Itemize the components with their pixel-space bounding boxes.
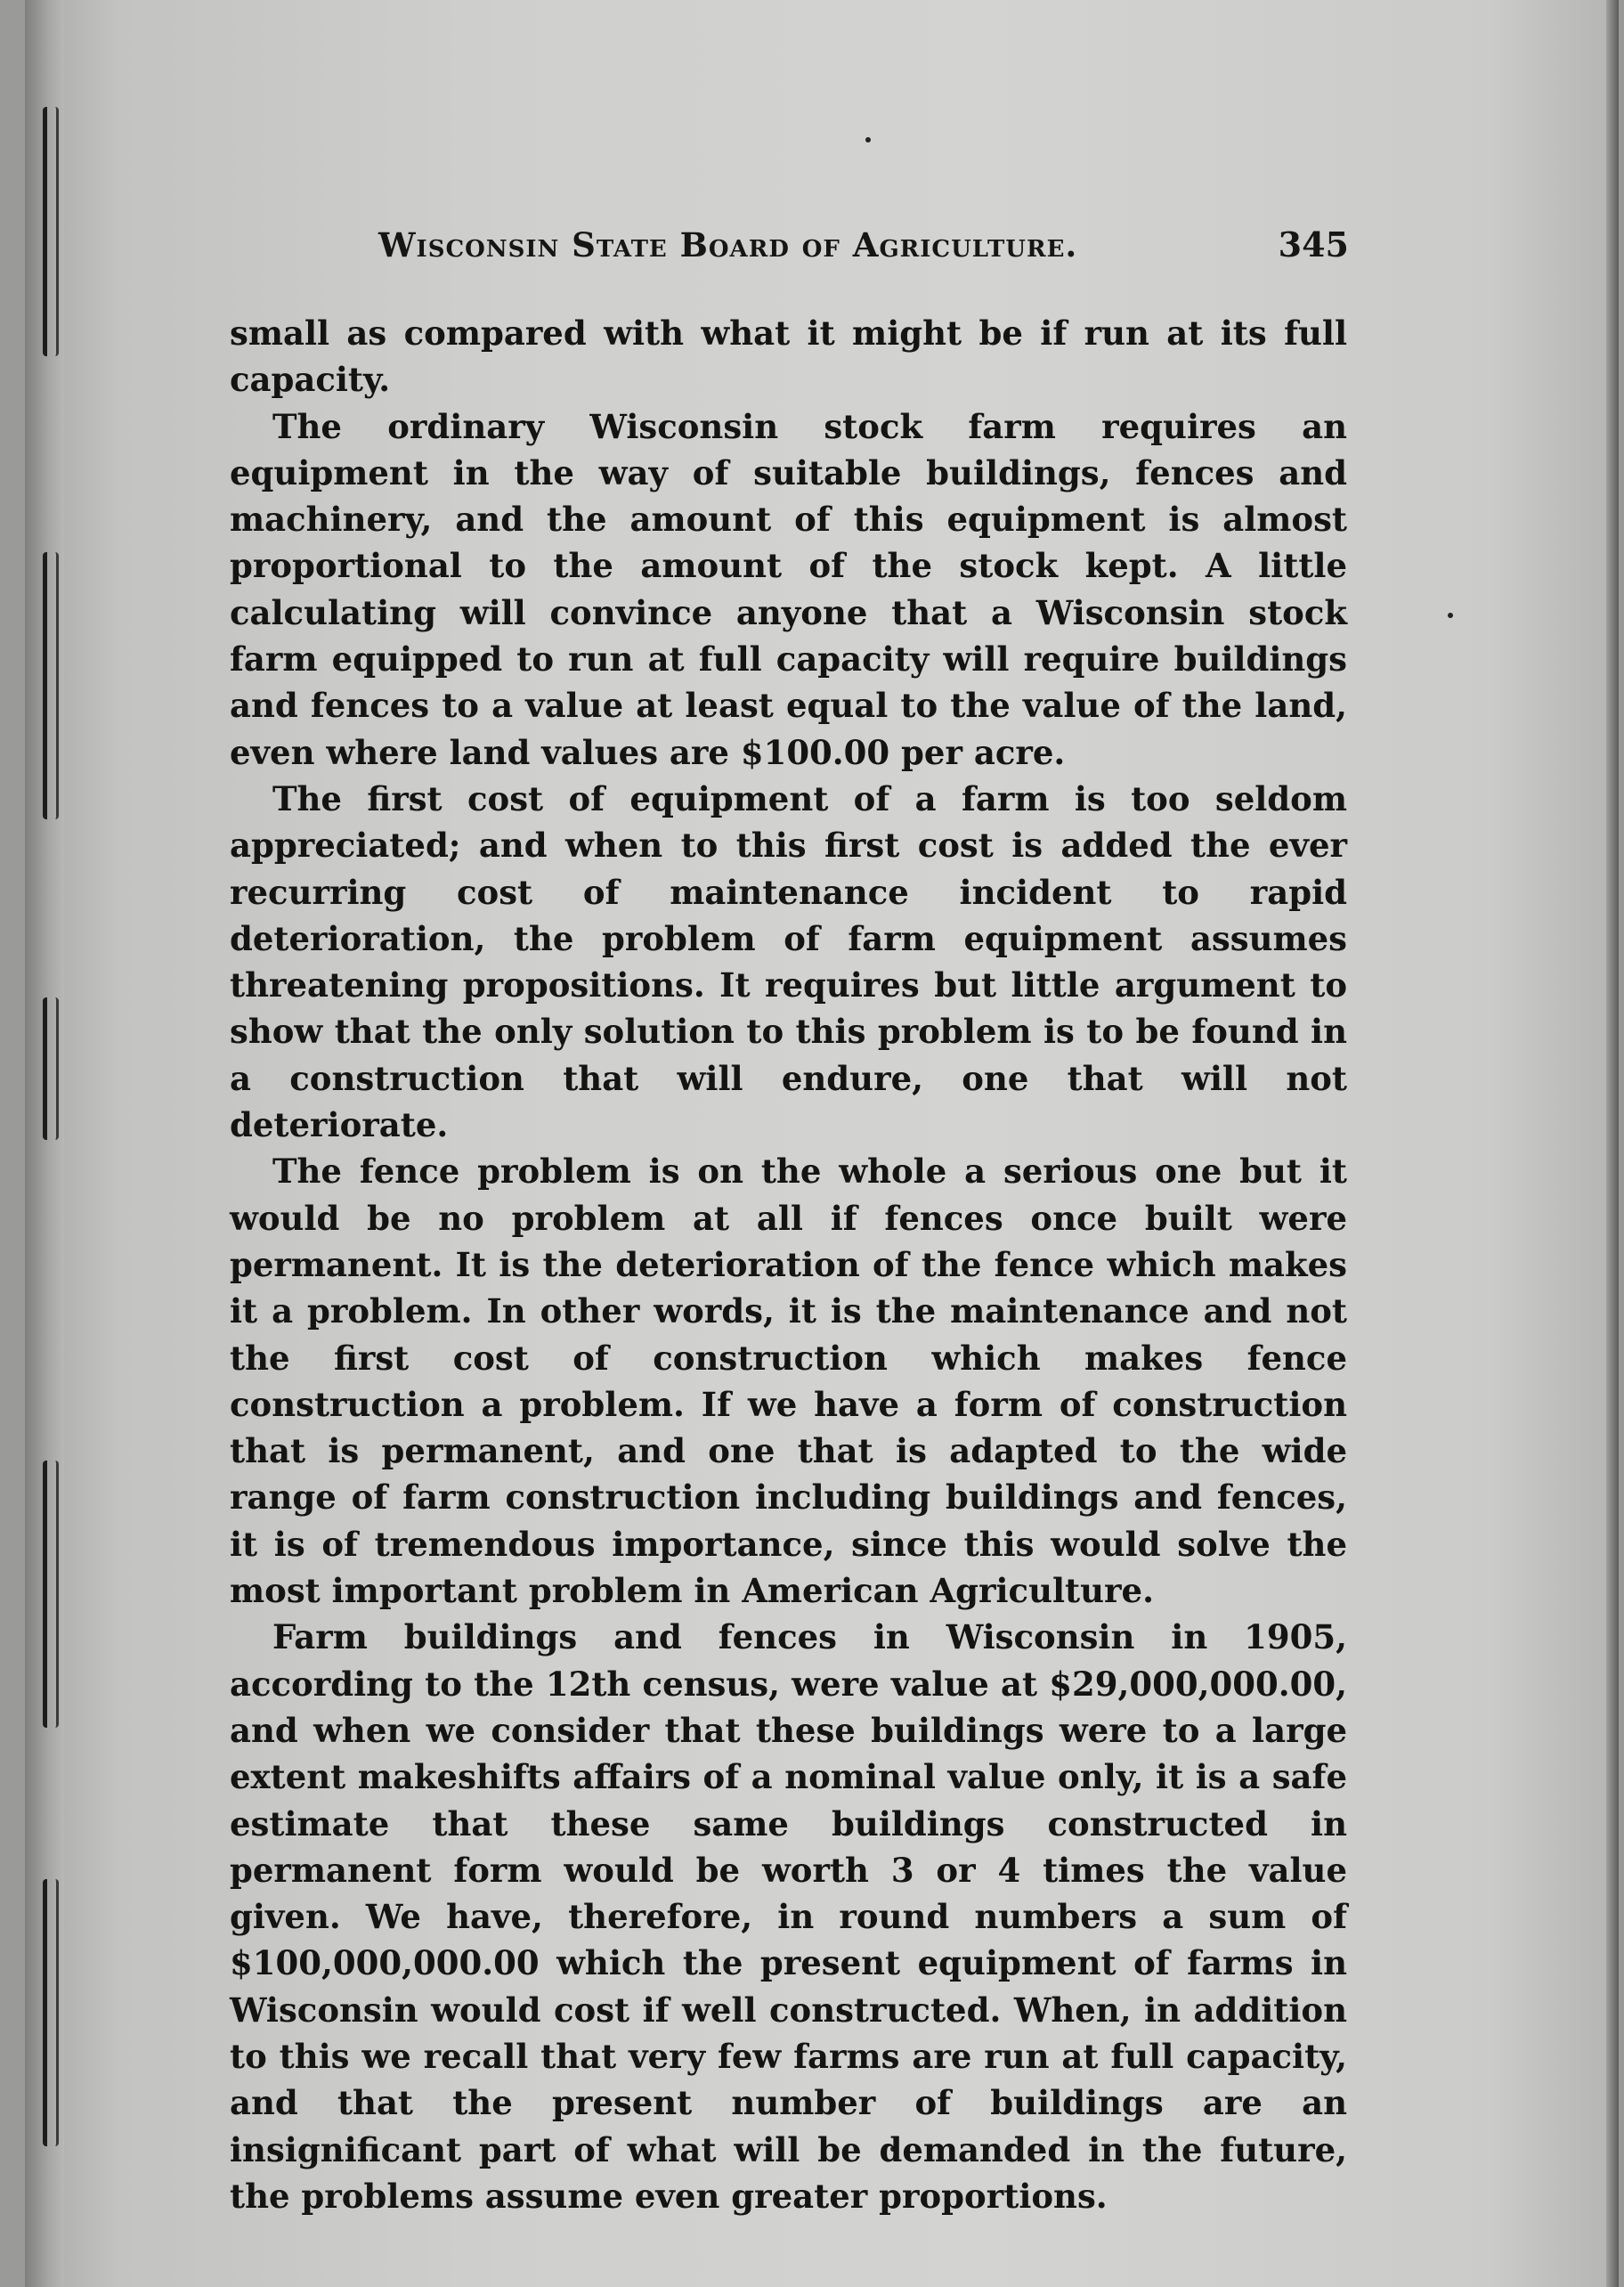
- binding-mark: [43, 552, 59, 819]
- page-header: [378, 224, 1349, 278]
- paragraph: The ordinary Wisconsin stock farm requires an equipment in the way of suitable buildings, fences and machinery, and the amount of this equipment is almost proportional to the amount of the stock kept. A little calculating will convince anyone that a Wisconsin stock farm equipped to run at full capacity will require buildings and fences to a value at least equal to the value of the land, even where land values are $100.00 per acre.: [230, 406, 1347, 772]
- paragraph: The fence problem is on the whole a serious one but it would be no problem at all if fences once built were permanent. It is the deterioration of the fence which makes it a problem. In other words, it is the maintenance and not the first cost of construction which makes fence construction a problem. If we have a form of construction that is permanent, and one that is adapted to the wide range of farm construction including buildings and fences, it is of tremendous importance, since this would solve the most important problem in American Agriculture.: [230, 1152, 1347, 1611]
- print-speck: [865, 137, 871, 142]
- page-number: 345: [1278, 224, 1349, 265]
- paragraph: small as compared with what it might be if run at its full capacity.: [230, 313, 1347, 400]
- running-head: Wisconsin State Board of Agriculture.: [378, 225, 1078, 265]
- binding-mark: [43, 997, 59, 1140]
- binding-mark: [43, 1879, 59, 2146]
- body-text: [230, 310, 1347, 2219]
- binding-mark: [43, 1461, 59, 1728]
- paragraph: Farm buildings and fences in Wisconsin in 1905, according to the 12th census, were value at $29,000,000.00, and when we consider that these buildings were to a large extent makeshifts affairs of a nominal value only, it is a safe estimate that these same buildings constructed in permanent form would be worth 3 or 4 times the value given. We have, therefore, in round numbers a sum of $100,000,000.00 which the present equipment of farms in Wisconsin would cost if well constructed. When, in addition to this we recall that very few farms are run at full capacity, and that the present number of buildings are an insignificant part of what will be demanded in the future, the problems assume even greater proportions.: [230, 1617, 1347, 2216]
- paragraph: The first cost of equipment of a farm is too seldom appreciated; and when to this first cost is added the ever recurring cost of maintenance incident to rapid deterioration, the problem of farm equipment assumes threatening propositions. It requires but little argument to show that the only solution to this problem is to be found in a construction that will endure, one that will not deteriorate.: [230, 778, 1347, 1145]
- book-spine: [25, 0, 64, 2287]
- page-edge-shadow: [1606, 0, 1619, 2287]
- binding-mark: [43, 107, 59, 356]
- print-speck: [1448, 613, 1453, 618]
